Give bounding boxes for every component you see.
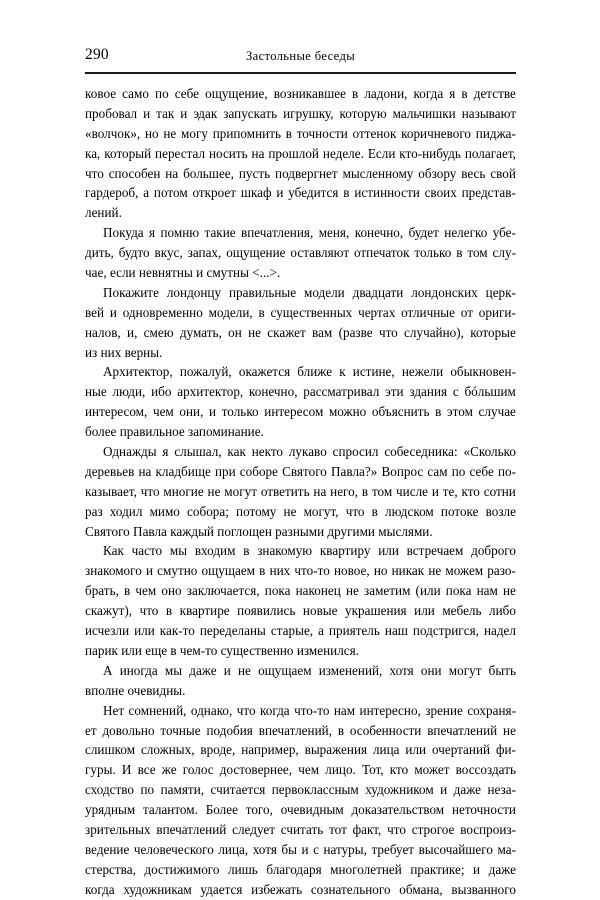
text-line: брать, в чем оно заключается, пока наконец не заметим (или пока нам не — [85, 583, 516, 599]
text-line: знакомого и смутно ощущаем в них что-то новое, но никак не можем разо- — [85, 563, 516, 579]
text-line: вей и одновременно модели, в существенных чертах отличные от ориги- — [85, 304, 516, 320]
paragraph — [85, 362, 516, 442]
paragraph — [85, 84, 516, 223]
text-line: Покуда я помню такие впечатления, меня, конечно, будет нелегко убе- — [103, 225, 516, 241]
text-line: деревьев на кладбище при соборе Святого Павла?» Вопрос сам по себе по- — [85, 463, 516, 479]
text-line: А иногда мы даже и не ощущаем изменений, хотя они могут быть — [103, 662, 516, 678]
text-line: зрительных впечатлений следует считать тот факт, что строгое воспроиз- — [85, 821, 516, 837]
text-line: ка, который перестал носить на прошлой неделе. Если кто-нибудь полагает, — [85, 145, 516, 161]
running-title: Застольные беседы — [245, 49, 356, 63]
text-line: интересом, чем они, и только интересом можно объяснить в этом случае — [85, 404, 516, 420]
text-line: ные люди, ибо архитектор, конечно, рассматривал эти здания с бóльшим — [85, 384, 516, 400]
text-line: ет довольно точные подобия впечатлений, в особенности впечатлений не — [85, 722, 516, 738]
text-line: урядным талантом. Более того, очевидным доказательством неточности — [85, 802, 516, 818]
header-divider — [85, 72, 516, 74]
text-line: слишком сложных, вроде, например, выражения лица или очертаний фи- — [85, 742, 516, 758]
body-text — [85, 84, 516, 900]
text-line: исчезли или как-то переделаны старые, а приятель наш подстригся, надел — [85, 623, 516, 639]
paragraph — [85, 442, 516, 541]
text-line: более правильное запоминание. — [85, 424, 264, 440]
text-line: гардероб, а потом откроет шкаф и убедится в истинности своих представ- — [85, 185, 516, 201]
text-line: налов, и, смею думать, он не скажет вам (разве что случайно), которые — [85, 324, 516, 340]
text-line: пробовал и так и эдак запускать игрушку, которую мальчишки называют — [85, 105, 516, 121]
text-line: казывает, что многие не могут ответить на него, в том числе и те, кто сотни — [85, 483, 516, 499]
text-line: ведение человеческого лица, хотя бы и с натуры, требует высочайшего ма- — [85, 841, 516, 857]
text-line: ковое само по себе ощущение, возникавшее в ладони, когда я в детстве — [85, 86, 516, 101]
text-line: что способен на большее, пусть подвергнет мысленному обзору весь свой — [85, 165, 516, 181]
paragraph — [85, 541, 516, 660]
text-line: «волчок», но не могу припомнить в точности оттенок коричневого пиджа- — [85, 125, 516, 141]
paragraph — [85, 661, 516, 701]
text-line: Нет сомнений, однако, что когда что-то нам интересно, зрение сохраня- — [103, 702, 516, 718]
text-line: когда художникам удается избежать сознательного обмана, вызванного — [85, 881, 516, 897]
text-line: лений. — [85, 205, 122, 221]
paragraph — [85, 223, 516, 283]
text-line: Покажите лондонцу правильные модели двадцати лондонских церк- — [103, 284, 516, 300]
text-line: Святого Павла каждый поглощен разными другими мыслями. — [85, 523, 433, 539]
page-number: 290 — [85, 46, 109, 63]
text-line: стерства, достижимого лишь благодаря многолетней практике; и даже — [85, 861, 516, 877]
text-line: дить, будто вкус, запах, ощущение оставляют отпечаток только в том слу- — [85, 245, 516, 261]
text-line: Как часто мы входим в знакомую квартиру или встречаем доброго — [103, 543, 516, 559]
text-line: гуры. И все же голос достовернее, чем лицо. Тот, кто может воссоздать — [85, 762, 516, 778]
text-line: из них верны. — [85, 344, 163, 360]
paragraph — [85, 701, 516, 900]
text-line: сходство по памяти, считается первоклассным художником и даже неза- — [85, 782, 516, 798]
text-line: Однажды я слышал, как некто лукаво спросил собеседника: «Сколько — [103, 444, 516, 460]
text-line: раз ходил мимо собора; потому не могут, что в людском потоке возле — [85, 503, 516, 519]
text-line: Архитектор, пожалуй, окажется ближе к истине, нежели обыкновен- — [103, 364, 516, 380]
text-line: чае, если невнятны и смутны <...>. — [85, 265, 281, 281]
text-line: скажут), что в квартире появились новые украшения или мебель либо — [85, 603, 516, 619]
text-line: вполне очевидны. — [85, 682, 186, 698]
running-head — [85, 45, 516, 67]
paragraph — [85, 283, 516, 363]
text-line: парик или еще в чем-то существенно изменился. — [85, 642, 359, 658]
